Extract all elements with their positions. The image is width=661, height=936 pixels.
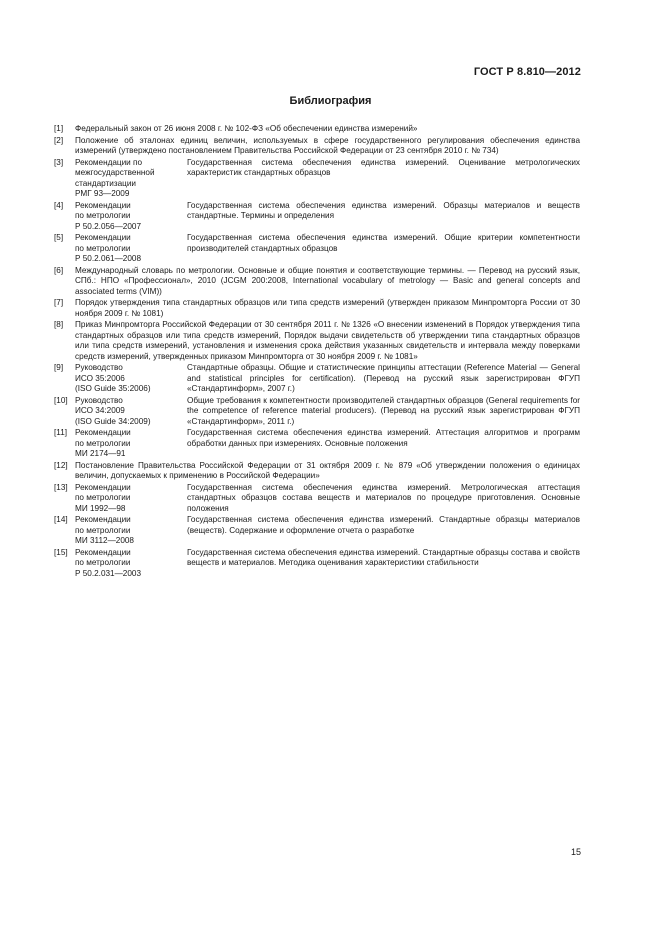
entry-source-line: Руководство <box>75 395 123 405</box>
entry-source-line: Р 50.2.061—2008 <box>75 254 142 263</box>
bibliography-entry <box>54 461 580 482</box>
entry-title: Общие требования к компетентности производителей стандартных образцов (General requirements for the competence of reference material producers). (Перевод на русский язык зарегистрирован ФГУП «Стандартинформ», 2011 г.) <box>187 395 580 426</box>
entry-text: Порядок утверждения типа стандартных образцов или типа средств измерений (утвержден приказом Минпромторга России от 30 ноября 2009 г. № 1081) <box>75 298 580 318</box>
entry-title: Государственная система обеспечения единства измерений. Стандартные образцы состава и свойств веществ и материалов. Методика оценивания характеристики стабильности <box>187 547 580 567</box>
entry-source-line: Руководство <box>75 363 123 372</box>
entry-number: [1] <box>54 124 64 133</box>
entry-text: Федеральный закон от 26 июня 2008 г. № 102-ФЗ «Об обеспечении единства измерений» <box>75 124 418 133</box>
entry-number: [14] <box>54 515 68 524</box>
entry-text: Постановление Правительства Российской Федерации от 31 октября 2009 г. № 879 «Об утверждении положения о единицах величин, допускаемых к применению в Российской Федерации» <box>75 460 580 480</box>
entry-number: [5] <box>54 233 64 242</box>
bibliography-entry <box>54 396 580 428</box>
entry-source-line: по метрологии <box>75 243 131 253</box>
entry-source-line: Р 50.2.031—2003 <box>75 568 142 578</box>
entry-source-line: (ISO Guide 34:2009) <box>75 416 151 426</box>
entry-source-line: по метрологии <box>75 493 131 502</box>
entry-source-line: Р 50.2.056—2007 <box>75 221 142 231</box>
entry-source-label <box>75 548 187 580</box>
bibliography-entry <box>54 363 580 395</box>
entry-title: Государственная система обеспечения единства измерений. Оценивание метрологических характеристик стандартных образцов <box>187 157 580 177</box>
entry-source-line: Рекомендации по <box>75 157 143 167</box>
entry-title: Государственная система обеспечения единства измерений. Стандартные образцы материалов (веществ). Содержание и оформление отчета о разработке <box>187 515 580 535</box>
entry-source-line: межгосударственной <box>75 168 155 177</box>
entry-source-label <box>75 396 187 428</box>
bibliography-entry <box>54 266 580 298</box>
entry-source-line: стандартизации <box>75 178 136 188</box>
entry-number: [3] <box>54 157 64 167</box>
entry-number: [6] <box>54 265 64 275</box>
bibliography-entry <box>54 158 580 200</box>
entry-text: Положение об эталонах единиц величин, используемых в сфере государственного регулирования обеспечения единства измерений (утверждено постановлением Правительства Российской Федерации от 23 сентября 2010 г. № 734) <box>75 135 580 155</box>
entry-source-line: МИ 2174—91 <box>75 449 126 458</box>
entry-text: Приказ Минпромторга Российской Федерации от 30 сентября 2011 г. № 1326 «О внесении изменений в Порядок утверждения типа стандартных образцов или типа средств измерений, Порядок выдачи свидетельств об утверждении типа стандартных образцов или типа средств измерений, установления и изменения срока действия указанных свидетельств и интервала между поверками средств измерений, утвержденных приказом Минпромторга от 30 ноября 2009 г. № 1081» <box>75 320 580 361</box>
entry-number: [11] <box>54 428 68 437</box>
bibliography-entry <box>54 320 580 362</box>
entry-number: [15] <box>54 547 68 557</box>
bibliography-entry <box>54 233 580 265</box>
entry-number: [9] <box>54 363 64 372</box>
entry-source-line: МИ 3112—2008 <box>75 536 134 545</box>
entry-source-line: (ISO Guide 35:2006) <box>75 384 151 393</box>
entry-title: Государственная система обеспечения единства измерений. Образцы материалов и веществ стандартные. Термины и определения <box>187 200 580 220</box>
entry-source-label <box>75 201 187 233</box>
entry-source-line: ИСО 34:2009 <box>75 406 125 415</box>
entry-source-line: по метрологии <box>75 558 131 567</box>
entry-source-line: Рекомендации <box>75 482 131 492</box>
entry-source-line: по метрологии <box>75 525 131 535</box>
document-code: ГОСТ Р 8.810—2012 <box>473 66 581 78</box>
entry-title: Стандартные образцы. Общие и статистические принципы аттестации (Reference Material — General and statistical principles for certification). (Перевод на русский язык зарегистрирован ФГУП «Стандартинформ», 2007 г.) <box>187 363 580 393</box>
page-number: 15 <box>570 847 581 857</box>
entry-number: [7] <box>54 298 64 307</box>
entry-number: [2] <box>54 135 64 145</box>
entry-source-line: МИ 1992—98 <box>75 503 126 513</box>
entry-source-line: Рекомендации <box>75 233 131 242</box>
entry-number: [10] <box>54 395 68 405</box>
entry-source-line: РМГ 93—2009 <box>75 189 130 198</box>
page-title: Библиография <box>289 95 372 107</box>
bibliography-entry <box>54 483 580 515</box>
entry-source-line: Рекомендации <box>75 200 131 210</box>
bibliography-entry <box>54 548 580 580</box>
entry-source-line: Рекомендации <box>75 547 131 557</box>
bibliography-entry <box>54 298 580 319</box>
entry-text: Международный словарь по метрологии. Основные и общие понятия и соответствующие термины. — Перевод на русский язык, СПб.: НПО «Профессионал», 2010 (JCGM 200:2008, International vocabulary of metrology — Basic and general concepts and associated terms (VIM)) <box>75 265 580 296</box>
bibliography-list <box>54 124 580 580</box>
entry-title: Государственная система обеспечения единства измерений. Метрологическая аттестация стандартных образцов состава веществ и материалов по процедуре приготовления. Основные положения <box>187 482 580 513</box>
entry-number: [13] <box>54 482 68 492</box>
entry-number: [12] <box>54 460 68 470</box>
entry-source-line: Рекомендации <box>75 515 131 524</box>
entry-source-label <box>75 515 187 547</box>
entry-source-line: по метрологии <box>75 211 131 220</box>
entry-source-label <box>75 233 187 265</box>
entry-title: Государственная система обеспечения единства измерений. Аттестация алгоритмов и программ обработки данных при измерениях. Основные положения <box>187 428 580 448</box>
entry-source-label <box>75 158 187 200</box>
entry-number: [4] <box>54 200 64 210</box>
entry-title: Государственная система обеспечения единства измерений. Общие критерии компетентности производителей стандартных образцов <box>187 233 580 253</box>
bibliography-entry <box>54 201 580 233</box>
entry-source-label <box>75 483 187 515</box>
entry-source-label <box>75 428 187 460</box>
bibliography-entry <box>54 515 580 547</box>
entry-source-line: ИСО 35:2006 <box>75 373 125 383</box>
entry-source-label <box>75 363 187 395</box>
bibliography-entry <box>54 124 580 135</box>
entry-number: [8] <box>54 320 64 329</box>
entry-source-line: по метрологии <box>75 438 131 448</box>
bibliography-entry <box>54 428 580 460</box>
bibliography-entry <box>54 136 580 157</box>
entry-source-line: Рекомендации <box>75 428 131 437</box>
